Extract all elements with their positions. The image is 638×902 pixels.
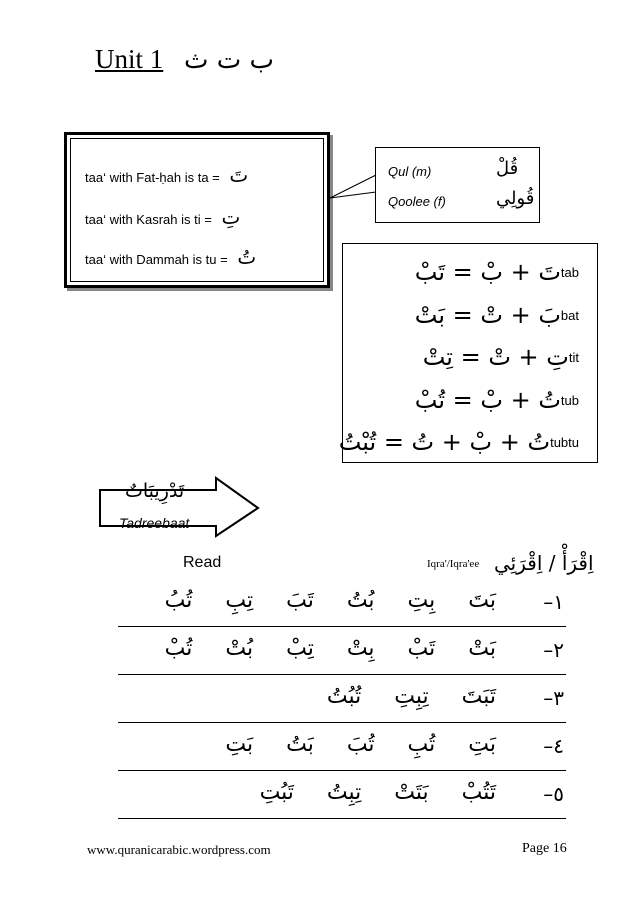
formula-arabic: بَ + تْ = بَتْ [414, 301, 561, 329]
vowel-rules-box [64, 132, 330, 288]
rule-fathah [85, 163, 248, 187]
qoolee-row [388, 188, 535, 209]
divider [118, 674, 566, 675]
formula-row [339, 428, 585, 456]
tadreebaat-arabic: تَدْرِيبَاتٌ [125, 480, 185, 502]
drill-words: تَتُبْ بَتَتْ تِبِتُ تَبُتِ [259, 780, 496, 805]
speech-bubble-tail-icon [328, 170, 378, 200]
drill-number: ٤– [543, 734, 564, 758]
drill-row [118, 678, 566, 720]
qul-arabic: قُلْ [496, 158, 519, 179]
formula-translit: tubtu [550, 434, 579, 450]
formula-row [415, 258, 585, 286]
drill-number: ٢– [543, 638, 564, 662]
drill-row [118, 582, 566, 624]
formula-row [423, 343, 585, 371]
formula-translit: tab [560, 264, 579, 280]
formula-arabic: تُ + بْ + تُ = تُبْتُ [338, 428, 551, 456]
drill-words: تَبَتَ تِبِتِ تُبُتُ [326, 684, 496, 709]
drill-words: بَتِ تُبِ تُبَ بَتُ بَتِ [225, 732, 496, 757]
rule-arabic: تُ [237, 245, 257, 269]
drill-row [118, 774, 566, 816]
formula-arabic: تُ + بْ = تُبْ [414, 386, 561, 414]
unit-label: Unit 1 [95, 44, 164, 74]
page-number: Page 16 [522, 841, 567, 856]
page-title [95, 44, 274, 75]
divider [118, 722, 566, 723]
speech-bubble [375, 147, 540, 223]
rule-arabic: تَ [229, 163, 249, 187]
rule-kasrah [85, 205, 240, 229]
divider [118, 770, 566, 771]
drill-number: ٥– [543, 782, 564, 806]
rule-dammah [85, 245, 256, 269]
formula-row [415, 301, 585, 329]
footer-url: www.quranicarabic.wordpress.com [87, 842, 271, 857]
formula-translit: bat [560, 307, 579, 323]
drill-number: ١– [543, 590, 564, 614]
rule-arabic: تِ [221, 205, 241, 229]
formula-arabic: تَ + بْ = تَبْ [414, 258, 561, 286]
formula-row [415, 386, 585, 414]
rule-text: taa‘ with Kasrah is ti = [85, 212, 212, 227]
unit-letters: ب ت ث [184, 45, 274, 75]
qul-translit: Qul (m) [388, 164, 432, 179]
tadreebaat-english: Tadreebaat [119, 515, 190, 531]
formula-arabic: تِ + تْ = تِتْ [422, 343, 569, 371]
drill-words: بَتْ تَبْ بِتْ تِبْ بُتْ تُبْ [164, 636, 496, 661]
rule-text: taa‘ with Fat-ḥah is ta = [85, 170, 220, 185]
rule-text: taa‘ with Dammah is tu = [85, 252, 228, 267]
drill-row [118, 630, 566, 672]
divider [118, 626, 566, 627]
qoolee-translit: Qoolee (f) [388, 194, 446, 209]
iqra-arabic: اِقْرَأْ / اِقْرَئِي [494, 551, 594, 575]
divider [118, 818, 566, 819]
qoolee-arabic: قُولِي [496, 188, 535, 209]
read-label: Read [183, 554, 222, 571]
drill-words: بَتَ بِتِ بُتُ تَبَ تِبِ تُبُ [164, 588, 496, 613]
drill-number: ٣– [543, 686, 564, 710]
drill-row [118, 726, 566, 768]
qul-row [388, 158, 519, 179]
formula-translit: tub [560, 392, 579, 408]
formula-translit: tit [568, 349, 579, 365]
combination-formulas-box [338, 243, 598, 463]
iqra-translit: Iqra'/Iqra'ee [427, 558, 480, 570]
